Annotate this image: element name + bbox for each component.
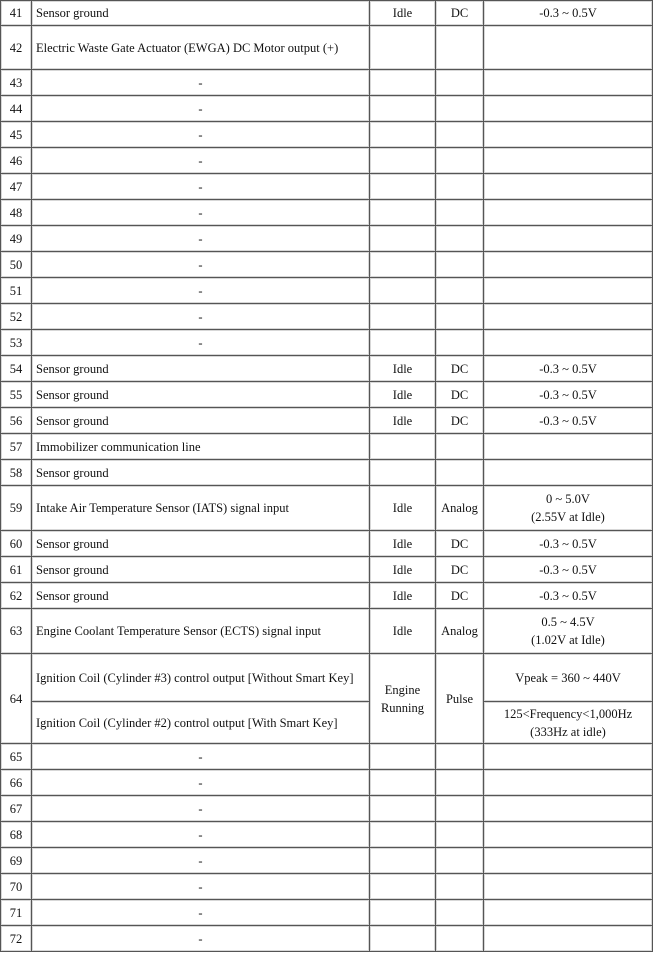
table-row — [1, 1, 653, 26]
specification — [484, 900, 653, 926]
pin-description: Sensor ground — [32, 382, 370, 408]
pin-description: Intake Air Temperature Sensor (IATS) signal input — [32, 486, 370, 531]
pin-number: 67 — [1, 796, 32, 822]
pin-number: 50 — [1, 252, 32, 278]
pin-description: Immobilizer communication line — [32, 434, 370, 460]
table-row — [1, 382, 653, 408]
signal-type — [436, 926, 484, 952]
pin-description: Ignition Coil (Cylinder #3) control output [Without Smart Key] — [32, 654, 370, 702]
signal-type — [436, 744, 484, 770]
spec-line: (2.55V at Idle) — [531, 510, 605, 524]
signal-type — [436, 226, 484, 252]
pin-description: Ignition Coil (Cylinder #2) control output [With Smart Key] — [32, 702, 370, 744]
test-condition — [370, 26, 436, 70]
table-row — [1, 226, 653, 252]
pin-number: 46 — [1, 148, 32, 174]
pin-description: - — [32, 122, 370, 148]
pin-number: 59 — [1, 486, 32, 531]
specification — [484, 304, 653, 330]
specification — [484, 609, 653, 654]
pin-number: 70 — [1, 874, 32, 900]
pin-description: - — [32, 874, 370, 900]
table-row — [1, 900, 653, 926]
spec-line: 0 ~ 5.0V — [546, 492, 590, 506]
specification — [484, 70, 653, 96]
pin-table-body-upper — [1, 1, 653, 654]
specification — [484, 460, 653, 486]
test-condition — [370, 848, 436, 874]
test-condition: Idle — [370, 486, 436, 531]
signal-type — [436, 70, 484, 96]
table-row — [1, 796, 653, 822]
specification: -0.3 ~ 0.5V — [484, 583, 653, 609]
specification: -0.3 ~ 0.5V — [484, 1, 653, 26]
pin-description: - — [32, 900, 370, 926]
signal-type — [436, 174, 484, 200]
signal-type — [436, 874, 484, 900]
specification — [484, 122, 653, 148]
signal-type — [436, 252, 484, 278]
specification — [484, 200, 653, 226]
test-condition: Idle — [370, 356, 436, 382]
signal-type — [436, 200, 484, 226]
table-row — [1, 702, 653, 744]
pin-description: Sensor ground — [32, 583, 370, 609]
pin-description: - — [32, 822, 370, 848]
pin-description: - — [32, 330, 370, 356]
pin-description: - — [32, 848, 370, 874]
test-condition: Idle — [370, 609, 436, 654]
pin-number: 43 — [1, 70, 32, 96]
pin-number: 68 — [1, 822, 32, 848]
test-condition — [370, 330, 436, 356]
table-row — [1, 174, 653, 200]
pin-number: 66 — [1, 770, 32, 796]
specification — [484, 770, 653, 796]
pin-number: 41 — [1, 1, 32, 26]
test-condition — [370, 926, 436, 952]
pin-number: 71 — [1, 900, 32, 926]
table-row — [1, 848, 653, 874]
table-row — [1, 330, 653, 356]
spec-line: (1.02V at Idle) — [531, 633, 605, 647]
specification: -0.3 ~ 0.5V — [484, 408, 653, 434]
table-row — [1, 278, 653, 304]
pin-number: 47 — [1, 174, 32, 200]
test-condition — [370, 96, 436, 122]
signal-type: Pulse — [436, 654, 484, 744]
specification — [484, 278, 653, 304]
specification — [484, 796, 653, 822]
table-row — [1, 654, 653, 702]
test-condition — [370, 200, 436, 226]
test-condition — [370, 122, 436, 148]
signal-type — [436, 26, 484, 70]
pin-description: Sensor ground — [32, 557, 370, 583]
pin-description: Sensor ground — [32, 356, 370, 382]
pin-description: - — [32, 926, 370, 952]
test-condition: Idle — [370, 583, 436, 609]
signal-type: Analog — [436, 609, 484, 654]
table-row — [1, 770, 653, 796]
test-condition: Idle — [370, 382, 436, 408]
specification: -0.3 ~ 0.5V — [484, 557, 653, 583]
pin-number: 64 — [1, 654, 32, 744]
table-row — [1, 70, 653, 96]
test-condition — [370, 252, 436, 278]
signal-type — [436, 770, 484, 796]
test-condition — [370, 148, 436, 174]
test-condition: Idle — [370, 531, 436, 557]
specification — [484, 174, 653, 200]
table-row — [1, 874, 653, 900]
specification — [484, 822, 653, 848]
specification — [484, 252, 653, 278]
signal-type: DC — [436, 1, 484, 26]
test-condition — [370, 796, 436, 822]
test-condition — [370, 174, 436, 200]
signal-type — [436, 96, 484, 122]
signal-type — [436, 796, 484, 822]
specification: -0.3 ~ 0.5V — [484, 382, 653, 408]
specification — [484, 486, 653, 531]
pin-description: - — [32, 252, 370, 278]
pin-description: Electric Waste Gate Actuator (EWGA) DC Motor output (+) — [32, 26, 370, 70]
pin-number: 48 — [1, 200, 32, 226]
specification — [484, 148, 653, 174]
test-condition — [370, 874, 436, 900]
pin-number: 42 — [1, 26, 32, 70]
pin-description: - — [32, 278, 370, 304]
table-row — [1, 96, 653, 122]
specification — [484, 874, 653, 900]
signal-type: DC — [436, 382, 484, 408]
pin-number: 72 — [1, 926, 32, 952]
signal-type — [436, 434, 484, 460]
pin-description: - — [32, 174, 370, 200]
table-row — [1, 531, 653, 557]
table-row — [1, 26, 653, 70]
signal-type — [436, 460, 484, 486]
test-condition — [370, 900, 436, 926]
signal-type — [436, 278, 484, 304]
specification — [484, 848, 653, 874]
table-row — [1, 148, 653, 174]
table-row — [1, 304, 653, 330]
pin-description: Sensor ground — [32, 408, 370, 434]
test-condition — [370, 744, 436, 770]
signal-type: DC — [436, 408, 484, 434]
table-row — [1, 460, 653, 486]
test-condition — [370, 822, 436, 848]
test-condition — [370, 304, 436, 330]
pin-description: Sensor ground — [32, 531, 370, 557]
test-condition — [370, 226, 436, 252]
pin-description: - — [32, 70, 370, 96]
signal-type: DC — [436, 557, 484, 583]
specification — [484, 96, 653, 122]
table-row — [1, 408, 653, 434]
signal-type — [436, 822, 484, 848]
signal-type: DC — [436, 531, 484, 557]
table-row — [1, 252, 653, 278]
pin-number: 58 — [1, 460, 32, 486]
test-condition — [370, 434, 436, 460]
table-row — [1, 122, 653, 148]
signal-type — [436, 304, 484, 330]
specification: Vpeak = 360 ~ 440V — [484, 654, 653, 702]
specification — [484, 926, 653, 952]
pin-number: 52 — [1, 304, 32, 330]
pin-number: 51 — [1, 278, 32, 304]
pin-number: 65 — [1, 744, 32, 770]
specification: -0.3 ~ 0.5V — [484, 531, 653, 557]
pin-description: - — [32, 96, 370, 122]
specification — [484, 226, 653, 252]
pin-number: 60 — [1, 531, 32, 557]
pin-number: 63 — [1, 609, 32, 654]
table-row — [1, 557, 653, 583]
pin-number: 54 — [1, 356, 32, 382]
pin-number: 56 — [1, 408, 32, 434]
signal-type — [436, 148, 484, 174]
test-condition: Idle — [370, 408, 436, 434]
test-condition: Idle — [370, 557, 436, 583]
specification: -0.3 ~ 0.5V — [484, 356, 653, 382]
pin-description: - — [32, 304, 370, 330]
test-condition — [370, 770, 436, 796]
pin-description: Sensor ground — [32, 1, 370, 26]
table-row — [1, 200, 653, 226]
pin-table-body-lower — [1, 744, 653, 952]
pin-description: - — [32, 226, 370, 252]
pin-number: 62 — [1, 583, 32, 609]
table-row — [1, 926, 653, 952]
table-row — [1, 583, 653, 609]
table-row — [1, 434, 653, 460]
pin-description: - — [32, 200, 370, 226]
pin-description: Engine Coolant Temperature Sensor (ECTS) signal input — [32, 609, 370, 654]
signal-type — [436, 900, 484, 926]
spec-line: 125<Frequency<1,000Hz — [503, 706, 633, 721]
signal-type — [436, 122, 484, 148]
pin-description: - — [32, 770, 370, 796]
pin-description: - — [32, 796, 370, 822]
test-condition: Idle — [370, 1, 436, 26]
pin-description: Sensor ground — [32, 460, 370, 486]
specification — [484, 744, 653, 770]
test-condition: Engine Running — [370, 654, 436, 744]
table-row — [1, 822, 653, 848]
test-condition — [370, 460, 436, 486]
pin-number: 69 — [1, 848, 32, 874]
table-row — [1, 609, 653, 654]
table-row — [1, 356, 653, 382]
pin-number: 45 — [1, 122, 32, 148]
specification — [484, 434, 653, 460]
pin-number: 53 — [1, 330, 32, 356]
table-row — [1, 744, 653, 770]
specification — [484, 26, 653, 70]
pin-number: 55 — [1, 382, 32, 408]
pin-number: 57 — [1, 434, 32, 460]
signal-type — [436, 848, 484, 874]
spec-line: 0.5 ~ 4.5V — [541, 615, 595, 629]
signal-type — [436, 330, 484, 356]
pin-number: 49 — [1, 226, 32, 252]
test-condition — [370, 278, 436, 304]
specification — [484, 330, 653, 356]
test-condition — [370, 70, 436, 96]
pin-64-group — [1, 654, 653, 744]
signal-type: Analog — [436, 486, 484, 531]
signal-type: DC — [436, 583, 484, 609]
signal-type: DC — [436, 356, 484, 382]
spec-line: (333Hz at idle) — [530, 724, 606, 739]
pin-number: 61 — [1, 557, 32, 583]
pin-description: - — [32, 744, 370, 770]
table-row — [1, 486, 653, 531]
specification — [484, 702, 653, 744]
pin-description: - — [32, 148, 370, 174]
pin-number: 44 — [1, 96, 32, 122]
